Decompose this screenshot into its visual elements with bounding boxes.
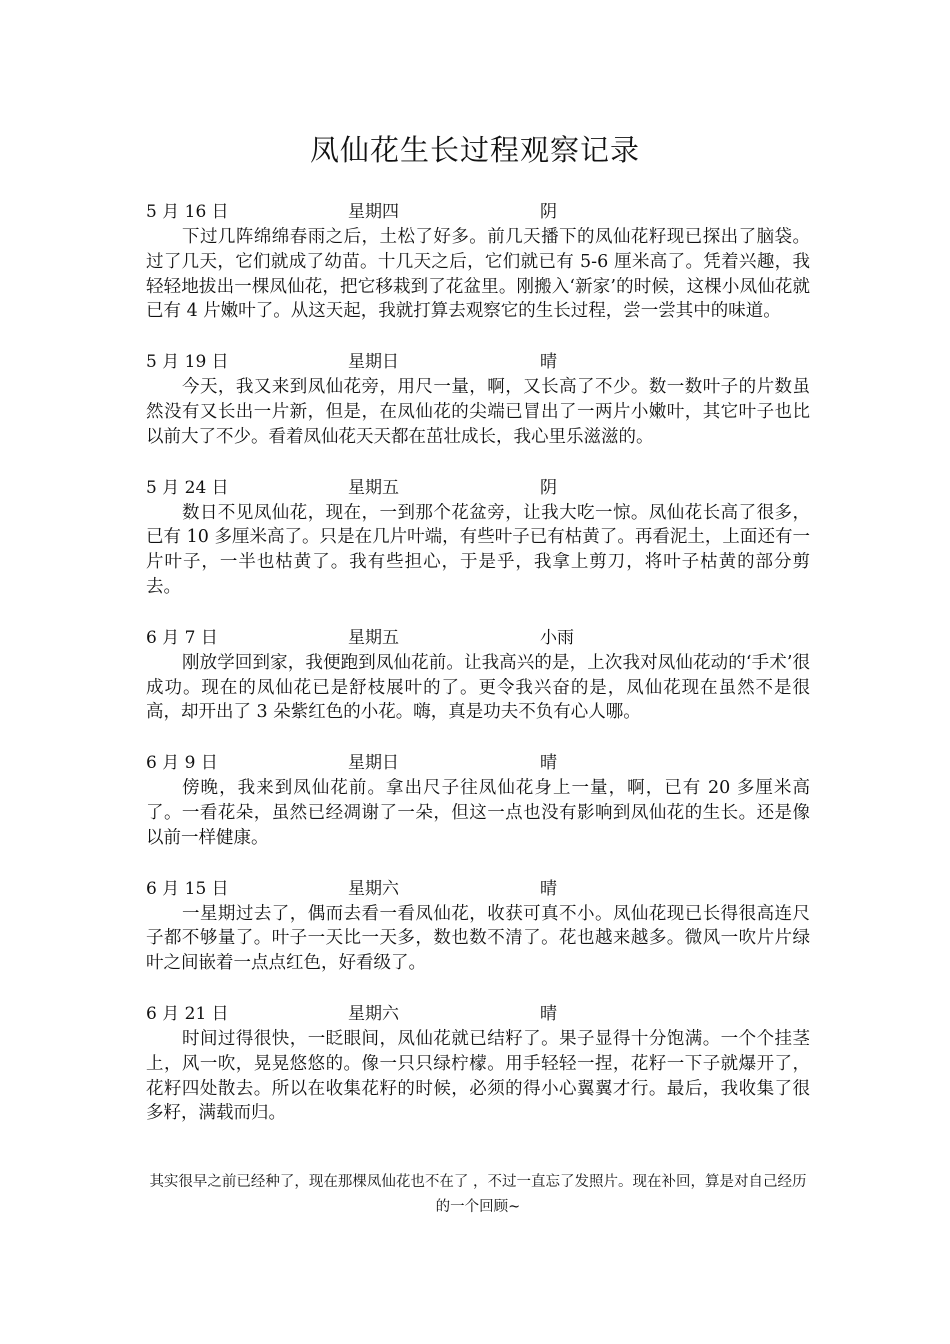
entry-weather: 阴 — [540, 202, 557, 222]
entry-header — [146, 1002, 810, 1026]
diary-entry — [146, 350, 810, 449]
entry-weekday: 星期六 — [348, 1003, 399, 1024]
entry-text: 今天，我又来到凤仙花旁，用尺一量，啊，又长高了不少。数一数叶子的片数虽然没有又长出一片新，但是，在凤仙花的尖端已冒出了一两片小嫩叶，其它叶子也比以前大了不少。看着凤仙花天天都在茁壮成长，我心里乐滋滋的。 — [146, 377, 810, 447]
entry-header — [146, 350, 810, 374]
diary-entry — [146, 751, 810, 850]
entry-text: 下过几阵绵绵春雨之后，土松了好多。前几天播下的凤仙花籽现已探出了脑袋。过了几天，它们就成了幼苗。十几天之后，它们就已有 5-6 厘米高了。凭着兴趣，我轻轻地拔出一棵凤仙花，把它移栽到了花盆里。刚搬入‘新家’的时候，这棵小凤仙花就已有 4 片嫩叶了。从这天起，我就打算去观察它的生长过程，尝一尝其中的味道。 — [146, 227, 810, 322]
entry-header — [146, 751, 810, 775]
diary-entry — [146, 200, 810, 324]
entry-weekday: 星期日 — [348, 753, 399, 774]
entry-text: 刚放学回到家，我便跑到凤仙花前。让我高兴的是，上次我对凤仙花动的‘手术’很成功。现在的凤仙花已是舒枝展叶的了。更令我兴奋的是，凤仙花现在虽然不是很高，却开出了 3 朵紫红色的小花。嗨，真是功夫不负有心人哪。 — [146, 652, 810, 723]
entry-weather: 晴 — [540, 352, 557, 373]
entry-date: 6 月 15 日 — [146, 878, 229, 899]
entry-header — [146, 877, 810, 901]
entry-weekday: 星期四 — [348, 202, 399, 222]
diary-entry — [146, 1002, 810, 1126]
entry-weather: 晴 — [540, 878, 557, 899]
footer-note: 其实很早之前已经种了，现在那棵凤仙花也不在了 ，不过一直忘了发照片。现在补回，算是对自己经历的一个回顾~ — [149, 1174, 807, 1215]
entry-date: 5 月 24 日 — [146, 477, 229, 498]
entry-weather: 晴 — [540, 1003, 557, 1024]
entry-weather: 阴 — [540, 477, 557, 498]
entry-header — [146, 200, 810, 224]
entry-weekday: 星期日 — [348, 352, 399, 373]
entry-date: 6 月 21 日 — [146, 1003, 229, 1024]
entry-date: 6 月 9 日 — [146, 753, 218, 774]
diary-entry — [146, 626, 810, 725]
entry-text: 数日不见凤仙花，现在，一到那个花盆旁，让我大吃一惊。凤仙花长高了很多，已有 10 多厘米高了。只是在几片叶端，有些叶子已有枯黄了。再看泥土，上面还有一片叶子，一半也枯黄了。我有些担心，于是乎，我拿上剪刀，将叶子枯黄的部分剪去。 — [146, 502, 810, 597]
diary-entry — [146, 877, 810, 976]
page-title: 凤仙花生长过程观察记录 — [309, 133, 640, 167]
entry-weather: 晴 — [540, 753, 557, 774]
entry-text: 时间过得很快，一眨眼间，凤仙花就已结籽了。果子显得十分饱满。一个个挂茎上，风一吹，晃晃悠悠的。像一只只绿柠檬。用手轻轻一捏，花籽一下子就爆开了，花籽四处散去。所以在收集花籽的时候，必须的得小心翼翼才行。最后，我收集了很多籽，满载而归。 — [146, 1028, 810, 1124]
entry-header — [146, 626, 810, 650]
entry-header — [146, 476, 810, 500]
entry-weather: 小雨 — [540, 627, 574, 648]
entry-weekday: 星期五 — [348, 627, 399, 648]
entry-text: 傍晚，我来到凤仙花前。拿出尺子往凤仙花身上一量，啊，已有 20 多厘米高了。一看花朵，虽然已经凋谢了一朵，但这一点也没有影响到凤仙花的生长。还是像以前一样健康。 — [146, 778, 810, 848]
entry-date: 5 月 19 日 — [146, 352, 229, 373]
entry-date: 5 月 16 日 — [146, 202, 229, 222]
diary-entries — [146, 200, 810, 1152]
entry-weekday: 星期六 — [348, 878, 399, 899]
diary-entry — [146, 476, 810, 600]
entry-weekday: 星期五 — [348, 477, 399, 498]
entry-text: 一星期过去了，偶而去看一看凤仙花，收获可真不小。凤仙花现已长得很高连尺子都不够量了。叶子一天比一天多，数也数不清了。花也越来越多。微风一吹片片绿叶之间嵌着一点点红色，好看级了。 — [146, 903, 810, 974]
entry-date: 6 月 7 日 — [146, 627, 218, 648]
